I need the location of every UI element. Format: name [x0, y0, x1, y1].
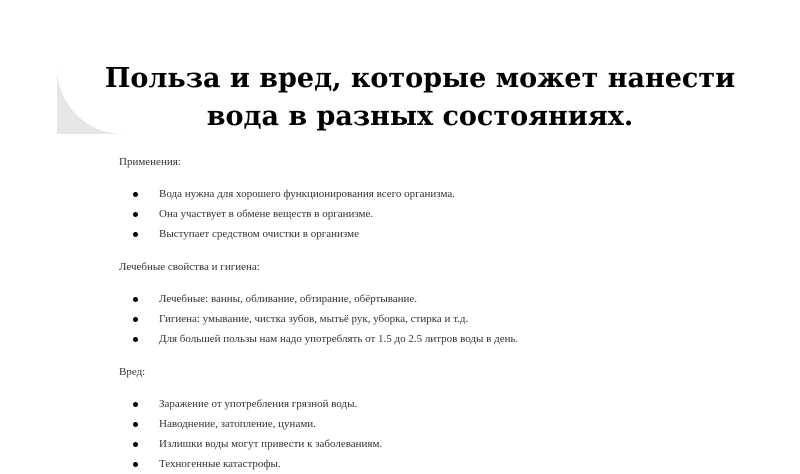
list-item-text: Техногенные катастрофы.	[159, 458, 281, 470]
bullet-icon	[133, 442, 138, 447]
list-item	[119, 289, 739, 309]
section-label: Лечебные свойства и гигиена:	[119, 261, 260, 273]
bullet-icon	[133, 212, 138, 217]
slide-title	[100, 60, 740, 136]
bullet-icon	[133, 192, 138, 197]
list-item	[119, 434, 739, 454]
slide-title-line-2: вода в разных состояниях.	[206, 101, 634, 132]
list-item-text: Заражение от употребления грязной воды.	[159, 398, 358, 410]
slide-title-line-1: Польза и вред, которые может нанести	[104, 63, 736, 94]
bullet-list	[119, 184, 739, 244]
bullet-list	[119, 394, 739, 474]
bullet-icon	[133, 462, 138, 467]
bullet-list	[119, 289, 739, 349]
bullet-icon	[133, 337, 138, 342]
bullet-icon	[133, 422, 138, 427]
list-item-text: Она участвует в обмене веществ в организме.	[159, 208, 374, 220]
list-item-text: Вода нужна для хорошего функционирования всего организма.	[159, 188, 455, 200]
list-item	[119, 224, 739, 244]
section-label: Вред:	[119, 366, 146, 378]
list-item	[119, 394, 739, 414]
section-label: Применения:	[119, 156, 181, 168]
list-item-text: Выступает средством очистки в организме	[159, 228, 359, 240]
list-item	[119, 184, 739, 204]
bullet-icon	[133, 402, 138, 407]
list-item-text: Гигиена: умывание, чистка зубов, мытьё рук, уборка, стирка и т.д.	[159, 313, 469, 325]
list-item-text: Для большей пользы нам надо употреблять от 1.5 до 2.5 литров воды в день.	[159, 333, 519, 345]
list-item-text: Наводнение, затопление, цунами.	[159, 418, 316, 430]
bullet-icon	[133, 232, 138, 237]
section-applications	[119, 155, 739, 244]
list-item-text: Излишки воды могут привести к заболеваниям.	[159, 438, 383, 450]
list-item-text: Лечебные: ванны, обливание, обтирание, обёртывание.	[159, 293, 418, 305]
list-item	[119, 454, 739, 474]
list-item	[119, 329, 739, 349]
list-item	[119, 309, 739, 329]
bullet-icon	[133, 297, 138, 302]
section-healing-hygiene	[119, 260, 739, 349]
slide-body	[119, 155, 739, 474]
bullet-icon	[133, 317, 138, 322]
section-harm	[119, 365, 739, 474]
list-item	[119, 204, 739, 224]
list-item	[119, 414, 739, 434]
